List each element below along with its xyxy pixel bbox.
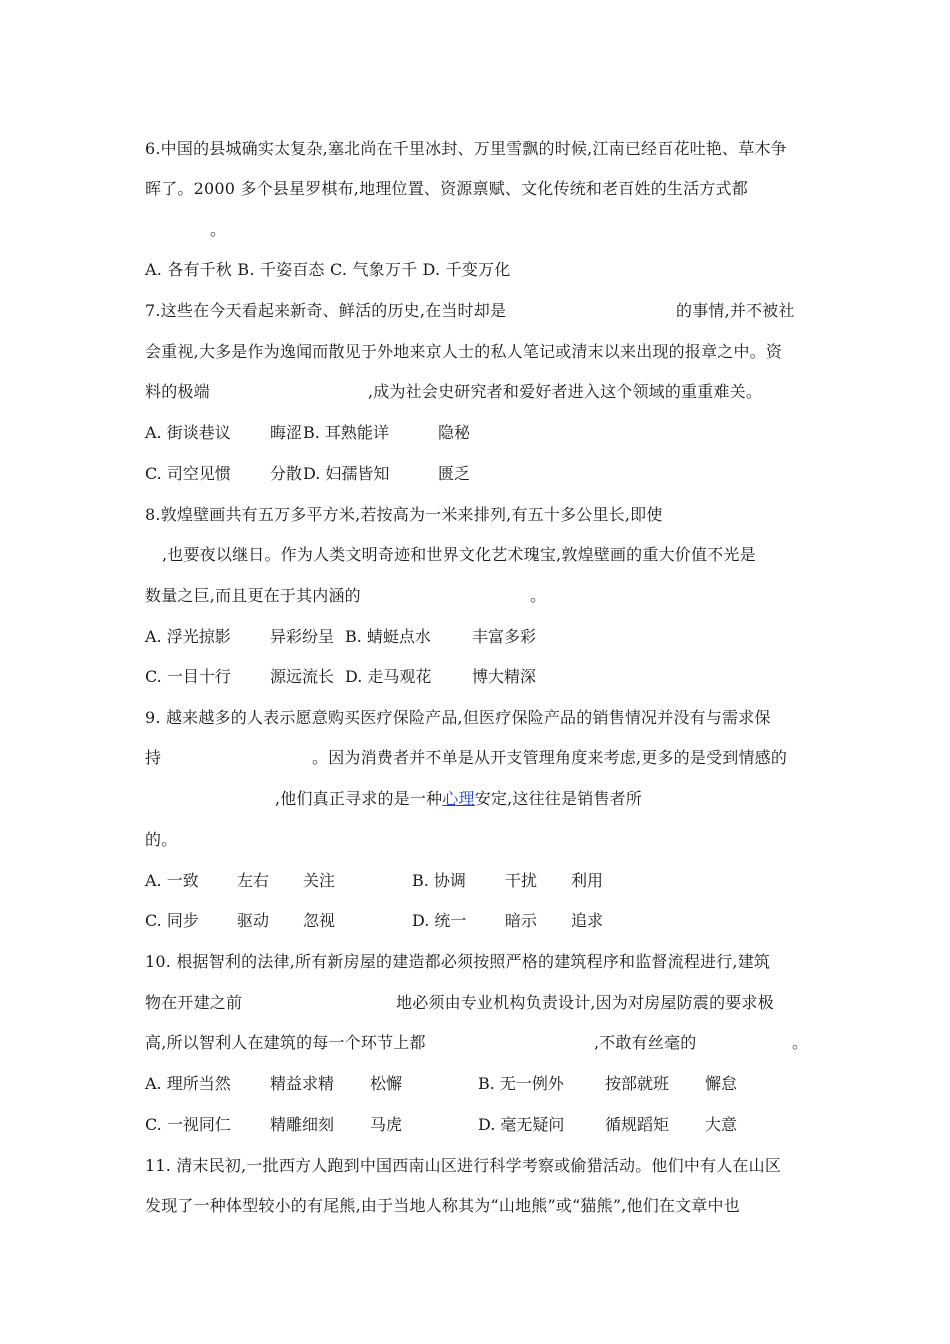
q9-option-b-2: 干扰: [505, 871, 538, 890]
q9-option-d-3: 追求: [571, 911, 604, 930]
q10-option-d: D. 毫无疑问: [478, 1115, 565, 1134]
q10-line-2b: 地必须由专业机构负责设计,因为对房屋防震的要求极: [396, 993, 774, 1012]
q7-line-1a: 7.这些在今天看起来新奇、鲜活的历史,在当时却是: [145, 301, 507, 320]
q9-option-a: A. 一致: [145, 871, 199, 890]
q10-option-c: C. 一视同仁: [145, 1115, 231, 1134]
q7-option-c-2: 分散: [270, 464, 303, 483]
q7-line-1b: 的事情,并不被社: [676, 301, 795, 320]
q9-line-3a: ,他们真正寻求的是一种: [275, 789, 443, 808]
q10-option-b-3: 懈怠: [705, 1074, 738, 1093]
q9-line-3b: 安定,这往往是销售者所: [474, 789, 642, 808]
q9-option-d-2: 暗示: [505, 911, 538, 930]
q9-option-c-2: 驱动: [237, 911, 270, 930]
q6-options: A. 各有千秋 B. 千姿百态 C. 气象万千 D. 千变万化: [145, 260, 511, 279]
q9-option-a-2: 左右: [237, 871, 270, 890]
q8-line-3b: 。: [530, 586, 547, 605]
q9-option-c-3: 忽视: [303, 911, 336, 930]
q7-line-3a: 料的极端: [145, 382, 210, 401]
q10-option-d-2: 循规蹈矩: [605, 1115, 670, 1134]
q7-option-c: C. 司空见惯: [145, 464, 231, 483]
q7-line-2: 会重视,大多是作为逸闻而散见于外地来京人士的私人笔记或清末以来出现的报章之中。资: [145, 342, 783, 361]
q8-option-d-2: 博大精深: [472, 667, 537, 686]
q6-line-1: 6.中国的县城确实太复杂,塞北尚在千里冰封、万里雪飘的时候,江南已经百花吐艳、草木争: [145, 139, 787, 158]
q9-line-1: 9. 越来越多的人表示愿意购买医疗保险产品,但医疗保险产品的销售情况并没有与需求保: [145, 708, 771, 727]
q8-option-a: A. 浮光掠影: [145, 627, 231, 646]
q10-option-d-3: 大意: [705, 1115, 738, 1134]
q11-line-1: 11. 清末民初,一批西方人跑到中国西南山区进行科学考察或偷猎活动。他们中有人在山区: [145, 1156, 782, 1175]
q7-option-d-2: 匮乏: [438, 464, 471, 483]
q7-option-d: D. 妇孺皆知: [303, 464, 390, 483]
q9-line-4: 的。: [145, 830, 178, 849]
q9-line-3: [275, 788, 642, 810]
q8-option-d: D. 走马观花: [345, 667, 432, 686]
q7-line-3b: ,成为社会史研究者和爱好者进入这个领域的重重难关。: [368, 382, 763, 401]
q10-option-c-2: 精雕细刻: [270, 1115, 335, 1134]
q7-option-b: B. 耳熟能详: [303, 423, 389, 442]
q9-option-c: C. 同步: [145, 911, 199, 930]
q8-option-b: B. 蜻蜓点水: [345, 627, 431, 646]
q10-line-3b: ,不敢有丝毫的: [594, 1033, 697, 1052]
q10-option-b: B. 无一例外: [478, 1074, 564, 1093]
q10-option-a-2: 精益求精: [270, 1074, 335, 1093]
q9-option-a-3: 关注: [303, 871, 336, 890]
q9-option-d: D. 统一: [412, 911, 467, 930]
q10-line-3a: 高,所以智利人在建筑的每一个环节上都: [145, 1033, 426, 1052]
q8-line-3a: 数量之巨,而且更在于其内涵的: [145, 586, 361, 605]
q8-option-a-2: 异彩纷呈: [270, 627, 335, 646]
q6-line-2: 晖了。2000 多个县星罗棋布,地理位置、资源禀赋、文化传统和老百姓的生活方式都: [145, 179, 748, 198]
q8-option-b-2: 丰富多彩: [472, 627, 537, 646]
q7-option-a: A. 街谈巷议: [145, 423, 231, 442]
q6-line-3: 。: [210, 220, 227, 239]
q10-option-c-3: 马虎: [370, 1115, 403, 1134]
q10-line-2a: 物在开建之前: [145, 993, 243, 1012]
q9-option-b-3: 利用: [571, 871, 604, 890]
q9-line-2a: 持: [145, 748, 162, 767]
q10-option-a: A. 理所当然: [145, 1074, 231, 1093]
q7-option-a-2: 晦涩: [270, 423, 303, 442]
psychology-link[interactable]: 心理: [442, 789, 475, 808]
q10-option-b-2: 按部就班: [605, 1074, 670, 1093]
q9-option-b: B. 协调: [412, 871, 466, 890]
q11-line-2: 发现了一种体型较小的有尾熊,由于当地人称其为“山地熊”或“猫熊”,他们在文章中也: [145, 1196, 740, 1215]
q8-option-c: C. 一目十行: [145, 667, 231, 686]
q10-option-a-3: 松懈: [370, 1074, 403, 1093]
q10-line-3c: 。: [792, 1033, 809, 1052]
q9-line-2b: 。因为消费者并不单是从开支管理角度来考虑,更多的是受到情感的: [312, 748, 788, 767]
q8-line-2: ,也要夜以继日。作为人类文明奇迹和世界文化艺术瑰宝,敦煌壁画的重大价值不光是: [162, 545, 756, 564]
q10-line-1: 10. 根据智利的法律,所有新房屋的建造都必须按照严格的建筑程序和监督流程进行,建筑: [145, 952, 771, 971]
q8-line-1: 8.敦煌壁画共有五万多平方米,若按高为一米来排列,有五十多公里长,即使: [145, 505, 663, 524]
q7-option-b-2: 隐秘: [438, 423, 471, 442]
q8-option-c-2: 源远流长: [270, 667, 335, 686]
